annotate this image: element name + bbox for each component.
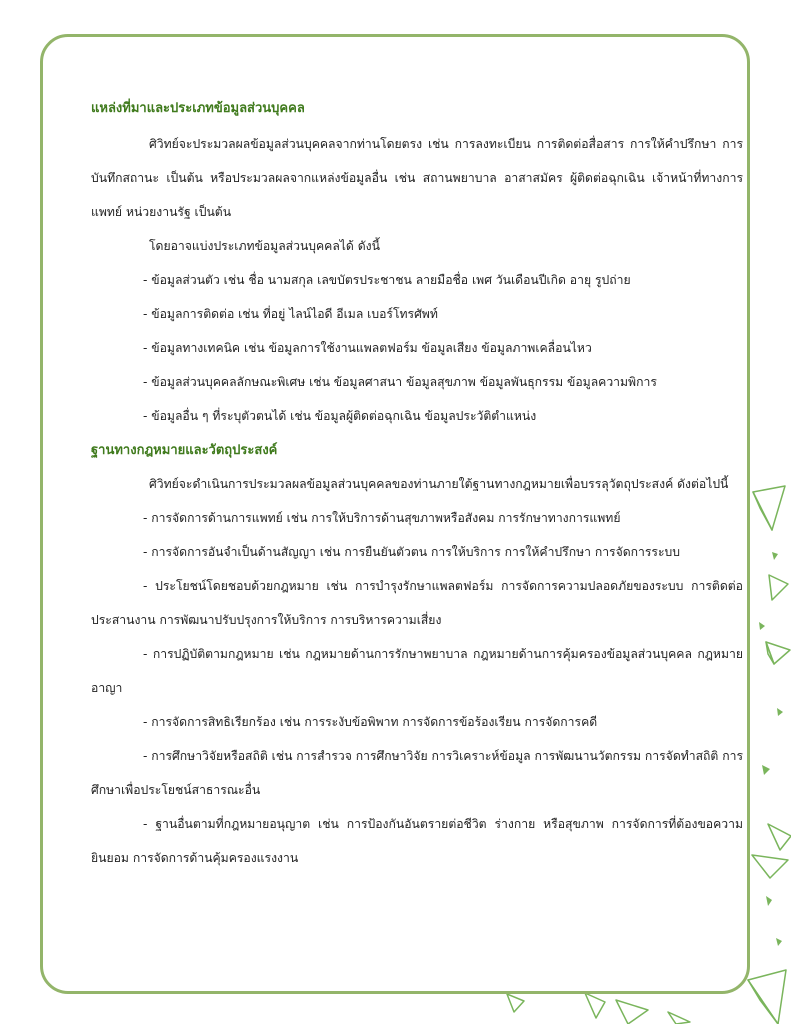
paragraph: ศิวิทย์จะประมวลผลข้อมูลส่วนบุคคลจากท่านโดยตรง เช่น การลงทะเบียน การติดต่อสื่อสาร การให้คำปรึกษา การบันทึกสถานะ เป็นต้น หรือประมวลผลจากแหล่งข้อมูลอื่น เช่น สถานพยาบาล อาสาสมัคร ผู้ติดต่อฉุกเฉิน เจ้าหน้าที่ทางการแพทย์ หน่วยงานรัฐ เป็นต้น (91, 137, 743, 219)
list-item: - ข้อมูลส่วนบุคคลลักษณะพิเศษ เช่น ข้อมูลศาสนา ข้อมูลสุขภาพ ข้อมูลพันธุกรรม ข้อมูลความพิการ (143, 375, 657, 389)
list-item: - การจัดการอันจำเป็นด้านสัญญา เช่น การยืนยันตัวตน การให้บริการ การให้คำปรึกษา การจัดการระบบ (143, 545, 680, 559)
section-heading: แหล่งที่มาและประเภทข้อมูลส่วนบุคคล (91, 101, 305, 116)
list-item: - การศึกษาวิจัยหรือสถิติ เช่น การสำรวจ การศึกษาวิจัย การวิเคราะห์ข้อมูล การพัฒนานวัตกรรม การจัดทำสถิติ การศึกษาเพื่อประโยชน์สาธารณะอื่น (91, 749, 743, 797)
list-item: - ข้อมูลทางเทคนิค เช่น ข้อมูลการใช้งานแพลตฟอร์ม ข้อมูลเสียง ข้อมูลภาพเคลื่อนไหว (143, 341, 592, 355)
list-item: - ฐานอื่นตามที่กฎหมายอนุญาต เช่น การป้องกันอันตรายต่อชีวิต ร่างกาย หรือสุขภาพ การจัดการที่ต้องขอความยินยอม การจัดการด้านคุ้มครองแรงงาน (91, 817, 743, 865)
list-item: - ประโยชน์โดยชอบด้วยกฎหมาย เช่น การบำรุงรักษาแพลตฟอร์ม การจัดการความปลอดภัยของระบบ การติดต่อประสานงาน การพัฒนาปรับปรุงการให้บริการ การบริหารความเสี่ยง (91, 579, 743, 627)
section-heading: ฐานทางกฎหมายและวัตถุประสงค์ (91, 443, 278, 458)
paragraph: ศิวิทย์จะดำเนินการประมวลผลข้อมูลส่วนบุคคลของท่านภายใต้ฐานทางกฎหมายเพื่อบรรลุวัตถุประสงค์ ดังต่อไปนี้ (149, 477, 729, 491)
list-item: - ข้อมูลการติดต่อ เช่น ที่อยู่ ไลน์ไอดี อีเมล เบอร์โทรศัพท์ (143, 307, 438, 321)
section-sources-and-types (91, 99, 743, 433)
list-item: - ข้อมูลส่วนตัว เช่น ชื่อ นามสกุล เลขบัตรประชาชน ลายมือชื่อ เพศ วันเดือนปีเกิด อายุ รูปถ่าย (143, 273, 631, 287)
content-frame (40, 34, 750, 994)
list-item: - การจัดการสิทธิเรียกร้อง เช่น การระงับข้อพิพาท การจัดการข้อร้องเรียน การจัดการคดี (143, 715, 598, 729)
paragraph: โดยอาจแบ่งประเภทข้อมูลส่วนบุคคลได้ ดังนี้ (149, 239, 380, 253)
list-item: - การปฏิบัติตามกฎหมาย เช่น กฎหมายด้านการรักษาพยาบาล กฎหมายด้านการคุ้มครองข้อมูลส่วนบุคคล กฎหมายอาญา (91, 647, 743, 695)
list-item: - การจัดการด้านการแพทย์ เช่น การให้บริการด้านสุขภาพหรือสังคม การรักษาทางการแพทย์ (143, 511, 621, 525)
section-legal-basis (91, 441, 743, 875)
list-item: - ข้อมูลอื่น ๆ ที่ระบุตัวตนได้ เช่น ข้อมูลผู้ติดต่อฉุกเฉิน ข้อมูลประวัติตำแหน่ง (143, 409, 537, 423)
